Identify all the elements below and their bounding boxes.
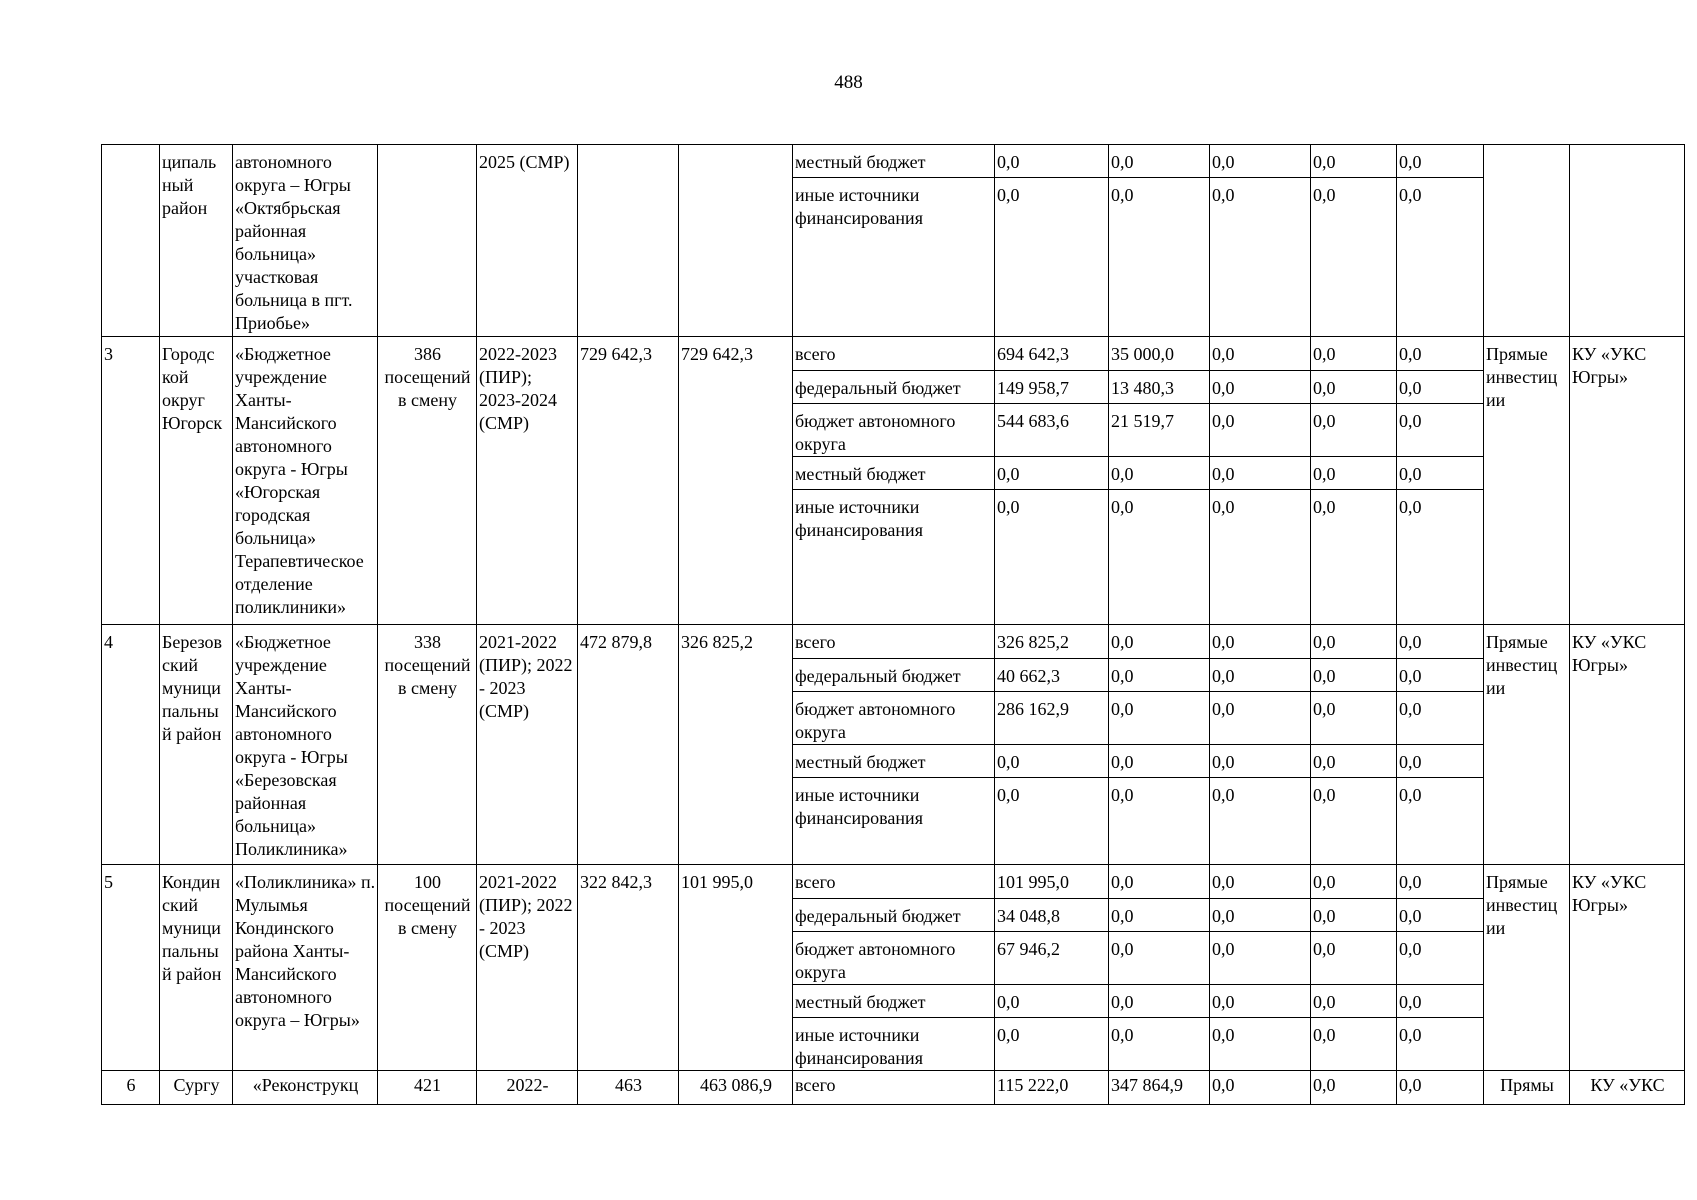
source-name-cell: иные источники финансирования <box>793 778 995 865</box>
page-number: 488 <box>834 72 863 93</box>
amount-cell: 326 825,2 <box>995 625 1109 659</box>
amount-cell: 0,0 <box>995 457 1109 490</box>
amount-cell: 0,0 <box>1397 404 1484 457</box>
object-name-cell: «Реконструкц <box>233 1071 378 1105</box>
amount-cell: 0,0 <box>1210 145 1311 178</box>
amount-cell: 0,0 <box>1311 985 1397 1018</box>
amount-cell: 0,0 <box>1210 371 1311 404</box>
amount-cell: 0,0 <box>1397 625 1484 659</box>
municipality-cell: Сургу <box>160 1071 233 1105</box>
amount-cell: 0,0 <box>1311 371 1397 404</box>
cost-cell: 729 642,3 <box>578 337 679 625</box>
amount-cell: 0,0 <box>1311 659 1397 692</box>
amount-cell: 0,0 <box>1397 178 1484 337</box>
amount-cell: 0,0 <box>1311 1018 1397 1071</box>
remaining-cost-cell: 729 642,3 <box>679 337 793 625</box>
amount-cell: 0,0 <box>1397 932 1484 985</box>
cost-cell <box>578 145 679 337</box>
amount-cell: 0,0 <box>1109 778 1210 865</box>
amount-cell: 0,0 <box>1311 457 1397 490</box>
amount-cell: 0,0 <box>1210 985 1311 1018</box>
amount-cell: 0,0 <box>1397 985 1484 1018</box>
customer-cell: КУ «УКС <box>1570 1071 1685 1105</box>
amount-cell: 0,0 <box>1397 371 1484 404</box>
amount-cell: 13 480,3 <box>1109 371 1210 404</box>
amount-cell: 0,0 <box>1397 145 1484 178</box>
cost-cell: 472 879,8 <box>578 625 679 865</box>
amount-cell: 286 162,9 <box>995 692 1109 745</box>
amount-cell: 0,0 <box>1109 899 1210 932</box>
amount-cell: 0,0 <box>1210 865 1311 899</box>
capacity-cell: 386 посещений в смену <box>378 337 477 625</box>
amount-cell: 0,0 <box>1397 490 1484 625</box>
amount-cell: 0,0 <box>1109 985 1210 1018</box>
row-number-cell: 5 <box>102 865 160 1071</box>
source-name-cell: всего <box>793 337 995 371</box>
mechanism-cell: Прямые инвестиц ии <box>1484 625 1570 865</box>
amount-cell: 0,0 <box>1210 490 1311 625</box>
amount-cell: 0,0 <box>1210 778 1311 865</box>
amount-cell: 0,0 <box>1397 899 1484 932</box>
amount-cell: 0,0 <box>1311 692 1397 745</box>
customer-cell: КУ «УКС Югры» <box>1570 337 1685 625</box>
capacity-cell: 338 посещений в смену <box>378 625 477 865</box>
mechanism-cell <box>1484 145 1570 337</box>
term-cell: 2025 (СМР) <box>477 145 578 337</box>
amount-cell: 0,0 <box>1109 865 1210 899</box>
amount-cell: 0,0 <box>1210 1018 1311 1071</box>
table-row <box>102 145 1685 178</box>
source-name-cell: иные источники финансирования <box>793 490 995 625</box>
amount-cell: 0,0 <box>1397 337 1484 371</box>
amount-cell: 0,0 <box>1210 659 1311 692</box>
row-number-cell: 4 <box>102 625 160 865</box>
object-name-cell: «Бюджетное учреждение Ханты-Мансийского автономного округа - Югры «Югорская городская больница» Терапевтическое отделение поликлиники» <box>233 337 378 625</box>
amount-cell: 0,0 <box>1397 778 1484 865</box>
table-row <box>102 865 1685 899</box>
amount-cell: 0,0 <box>1311 1071 1397 1105</box>
amount-cell: 0,0 <box>1397 865 1484 899</box>
source-name-cell: федеральный бюджет <box>793 659 995 692</box>
remaining-cost-cell: 326 825,2 <box>679 625 793 865</box>
amount-cell: 0,0 <box>1210 404 1311 457</box>
mechanism-cell: Прямы <box>1484 1071 1570 1105</box>
amount-cell: 0,0 <box>1397 692 1484 745</box>
source-name-cell: иные источники финансирования <box>793 178 995 337</box>
amount-cell: 0,0 <box>1397 659 1484 692</box>
amount-cell: 0,0 <box>1311 865 1397 899</box>
source-name-cell: бюджет автономного округа <box>793 692 995 745</box>
amount-cell: 0,0 <box>995 745 1109 778</box>
amount-cell: 0,0 <box>995 145 1109 178</box>
capacity-cell: 421 <box>378 1071 477 1105</box>
amount-cell: 0,0 <box>1210 932 1311 985</box>
cost-cell: 463 <box>578 1071 679 1105</box>
source-name-cell: бюджет автономного округа <box>793 932 995 985</box>
municipality-cell: Городс кой округ Югорск <box>160 337 233 625</box>
source-name-cell: местный бюджет <box>793 457 995 490</box>
amount-cell: 115 222,0 <box>995 1071 1109 1105</box>
amount-cell: 0,0 <box>1311 625 1397 659</box>
amount-cell: 0,0 <box>1397 1018 1484 1071</box>
amount-cell: 0,0 <box>1210 457 1311 490</box>
remaining-cost-cell: 101 995,0 <box>679 865 793 1071</box>
amount-cell: 0,0 <box>995 490 1109 625</box>
amount-cell: 0,0 <box>1311 178 1397 337</box>
municipality-cell: Кондин ский муници пальны й район <box>160 865 233 1071</box>
amount-cell: 67 946,2 <box>995 932 1109 985</box>
amount-cell: 0,0 <box>995 178 1109 337</box>
source-name-cell: всего <box>793 1071 995 1105</box>
amount-cell: 0,0 <box>1210 178 1311 337</box>
amount-cell: 0,0 <box>1311 404 1397 457</box>
amount-cell: 34 048,8 <box>995 899 1109 932</box>
amount-cell: 0,0 <box>1311 745 1397 778</box>
capacity-cell: 100 посещений в смену <box>378 865 477 1071</box>
amount-cell: 0,0 <box>1109 178 1210 337</box>
amount-cell: 0,0 <box>1210 625 1311 659</box>
amount-cell: 0,0 <box>1397 1071 1484 1105</box>
source-name-cell: бюджет автономного округа <box>793 404 995 457</box>
amount-cell: 0,0 <box>1109 490 1210 625</box>
amount-cell: 0,0 <box>1109 745 1210 778</box>
amount-cell: 0,0 <box>1210 337 1311 371</box>
row-number-cell <box>102 145 160 337</box>
term-cell: 2022-2023 (ПИР); 2023-2024 (СМР) <box>477 337 578 625</box>
amount-cell: 0,0 <box>1311 490 1397 625</box>
cost-cell: 322 842,3 <box>578 865 679 1071</box>
amount-cell: 0,0 <box>1311 932 1397 985</box>
table-row <box>102 337 1685 371</box>
mechanism-cell: Прямые инвестиц ии <box>1484 865 1570 1071</box>
source-name-cell: иные источники финансирования <box>793 1018 995 1071</box>
amount-cell: 0,0 <box>1311 899 1397 932</box>
amount-cell: 0,0 <box>1397 457 1484 490</box>
amount-cell: 544 683,6 <box>995 404 1109 457</box>
source-name-cell: всего <box>793 865 995 899</box>
source-name-cell: федеральный бюджет <box>793 899 995 932</box>
amount-cell: 35 000,0 <box>1109 337 1210 371</box>
amount-cell: 0,0 <box>1311 337 1397 371</box>
amount-cell: 0,0 <box>1210 692 1311 745</box>
customer-cell <box>1570 145 1685 337</box>
object-name-cell: «Поликлиника» п. Мулымья Кондинского района Ханты-Мансийского автономного округа – Югры» <box>233 865 378 1071</box>
row-number-cell: 3 <box>102 337 160 625</box>
municipality-cell: ципаль ный район <box>160 145 233 337</box>
amount-cell: 0,0 <box>1109 659 1210 692</box>
capacity-cell <box>378 145 477 337</box>
object-name-cell: автономного округа – Югры «Октябрьская районная больница» участковая больница в пгт. Приобье» <box>233 145 378 337</box>
amount-cell: 0,0 <box>995 778 1109 865</box>
amount-cell: 0,0 <box>1397 745 1484 778</box>
term-cell: 2021-2022 (ПИР); 2022 - 2023 (СМР) <box>477 625 578 865</box>
amount-cell: 0,0 <box>1210 899 1311 932</box>
amount-cell: 694 642,3 <box>995 337 1109 371</box>
amount-cell: 0,0 <box>1109 457 1210 490</box>
source-name-cell: местный бюджет <box>793 145 995 178</box>
amount-cell: 149 958,7 <box>995 371 1109 404</box>
mechanism-cell: Прямые инвестиц ии <box>1484 337 1570 625</box>
amount-cell: 0,0 <box>1109 1018 1210 1071</box>
source-name-cell: всего <box>793 625 995 659</box>
term-cell: 2022- <box>477 1071 578 1105</box>
amount-cell: 0,0 <box>995 1018 1109 1071</box>
customer-cell: КУ «УКС Югры» <box>1570 625 1685 865</box>
customer-cell: КУ «УКС Югры» <box>1570 865 1685 1071</box>
investment-objects-table <box>101 144 1685 1105</box>
amount-cell: 40 662,3 <box>995 659 1109 692</box>
amount-cell: 347 864,9 <box>1109 1071 1210 1105</box>
table-row <box>102 1071 1685 1105</box>
amount-cell: 0,0 <box>1109 625 1210 659</box>
term-cell: 2021-2022 (ПИР); 2022 - 2023 (СМР) <box>477 865 578 1071</box>
amount-cell: 0,0 <box>1210 1071 1311 1105</box>
amount-cell: 0,0 <box>1109 692 1210 745</box>
amount-cell: 0,0 <box>1109 932 1210 985</box>
object-name-cell: «Бюджетное учреждение Ханты-Мансийского автономного округа - Югры «Березовская районная больница» Поликлиника» <box>233 625 378 865</box>
amount-cell: 0,0 <box>1311 145 1397 178</box>
source-name-cell: местный бюджет <box>793 745 995 778</box>
row-number-cell: 6 <box>102 1071 160 1105</box>
municipality-cell: Березов ский муници пальны й район <box>160 625 233 865</box>
remaining-cost-cell <box>679 145 793 337</box>
amount-cell: 101 995,0 <box>995 865 1109 899</box>
amount-cell: 0,0 <box>1311 778 1397 865</box>
amount-cell: 0,0 <box>995 985 1109 1018</box>
remaining-cost-cell: 463 086,9 <box>679 1071 793 1105</box>
amount-cell: 21 519,7 <box>1109 404 1210 457</box>
amount-cell: 0,0 <box>1109 145 1210 178</box>
table-row <box>102 625 1685 659</box>
source-name-cell: местный бюджет <box>793 985 995 1018</box>
amount-cell: 0,0 <box>1210 745 1311 778</box>
source-name-cell: федеральный бюджет <box>793 371 995 404</box>
